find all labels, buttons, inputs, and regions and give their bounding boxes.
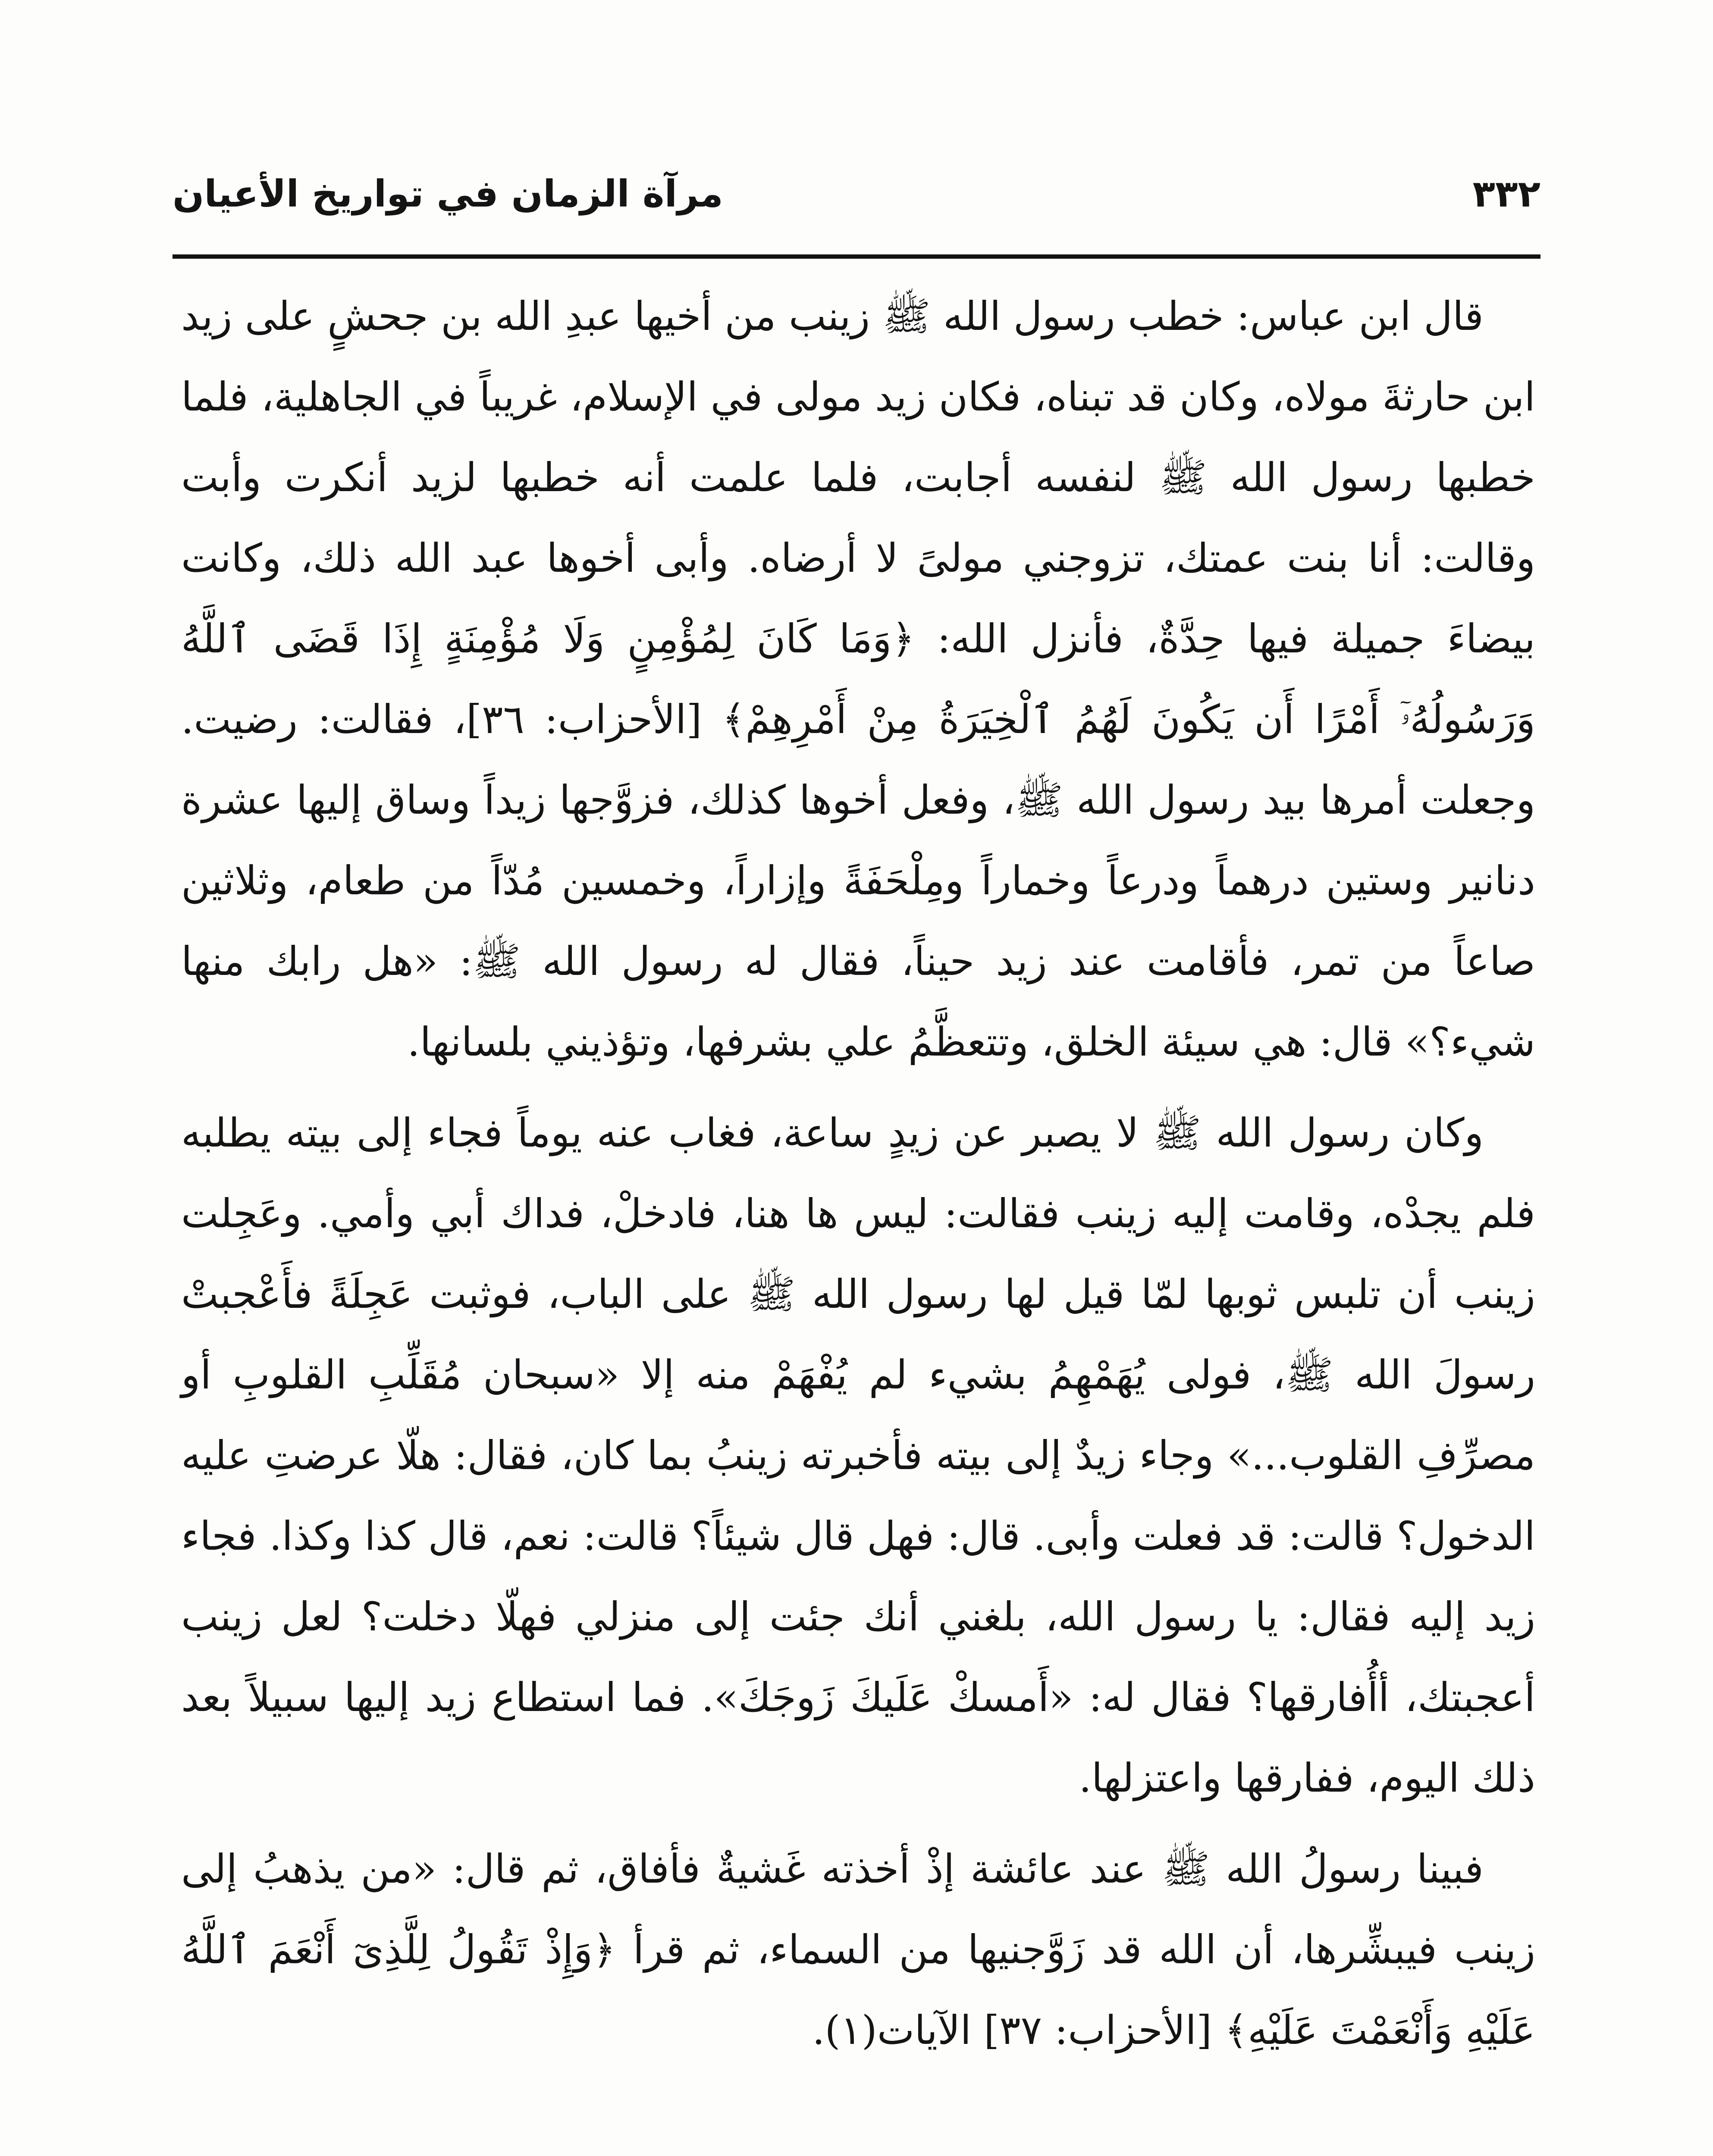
- paragraph-revelation: فبينا رسولُ الله ﷺ عند عائشة إذْ أخذته غَشيةٌ فأفاق، ثم قال: «من يذهبُ إلى زينب فيبشِّرها، أن الله قد زَوَّجنيها من السماء، ثم قرأ ﴿وَإِذْ تَقُولُ لِلَّذِىٓ أَنْعَمَ ٱللَّهُ عَلَيْهِ وَأَنْعَمْتَ عَلَيْهِ﴾ [الأحزاب: ٣٧] الآيات(١).: [181, 1846, 1535, 2053]
- book-title: مرآة الزمان في تواريخ الأعيان: [173, 172, 723, 216]
- paragraph-marriage-proposal: قال ابن عباس: خطب رسول الله ﷺ زينب من أخيها عبدِ الله بن جحشٍ على زيد ابن حارثةَ مولاه، وكان قد تبناه، فكان زيد مولى في الإسلام، غريباً في الجاهلية، فلما خطبها رسول الله ﷺ لنفسه أجابت، فلما علمت أنه خطبها لزيد أنكرت وأبت وقالت: أنا بنت عمتك، تزوجني مولىً لا أرضاه. وأبى أخوها عبد الله ذلك، وكانت بيضاءَ جميلة فيها حِدَّةٌ، فأنزل الله: ﴿وَمَا كَانَ لِمُؤْمِنٍ وَلَا مُؤْمِنَةٍ إِذَا قَضَى ٱللَّهُ وَرَسُولُهُۥٓ أَمْرًا أَن يَكُونَ لَهُمُ ٱلْخِيَرَةُ مِنْ أَمْرِهِمْ﴾ [الأحزاب: ٣٦]، فقالت: رضيت. وجعلت أمرها بيد رسول الله ﷺ، وفعل أخوها كذلك، فزوَّجها زيداً وساق إليها عشرة دنانير وستين درهماً ودرعاً وخماراً ومِلْحَفَةً وإزاراً، وخمسين مُدّاً من طعام، وثلاثين صاعاً من تمر، فأقامت عند زيد حيناً، فقال له رسول الله ﷺ: «هل رابك منها شيء؟» قال: هي سيئة الخلق، وتتعظَّمُ علي بشرفها، وتؤذيني بلسانها.: [181, 293, 1535, 1065]
- paragraph-zayd-visit: وكان رسول الله ﷺ لا يصبر عن زيدٍ ساعة، فغاب عنه يوماً فجاء إلى بيته يطلبه فلم يجدْه، وقامت إليه زينب فقالت: ليس ها هنا، فادخلْ، فداك أبي وأمي. وعَجِلت زينب أن تلبس ثوبها لمّا قيل لها رسول الله ﷺ على الباب، فوثبت عَجِلَةً فأَعْجبتْ رسولَ الله ﷺ، فولى يُهَمْهِمُ بشيء لم يُفْهَمْ منه إلا «سبحان مُقَلِّبِ القلوبِ أو مصرِّفِ القلوب...» وجاء زيدٌ إلى بيته فأخبرته زينبُ بما كان، فقال: هلّا عرضتِ عليه الدخول؟ قالت: قد فعلت وأبى. قال: فهل قال شيئاً؟ قالت: نعم، قال كذا وكذا. فجاء زيد إليه فقال: يا رسول الله، بلغني أنك جئت إلى منزلي فهلّا دخلت؟ لعل زينب أعجبتك، أأُفارقها؟ فقال له: «أَمسكْ عَلَيكَ زَوجَكَ». فما استطاع زيد إليها سبيلاً بعد ذلك اليوم، ففارقها واعتزلها.: [181, 1110, 1535, 1801]
- page-number: ٣٣٢: [1472, 172, 1540, 216]
- header-rule: [173, 254, 1540, 259]
- running-header: [173, 155, 1540, 233]
- main-text: [181, 276, 1535, 2071]
